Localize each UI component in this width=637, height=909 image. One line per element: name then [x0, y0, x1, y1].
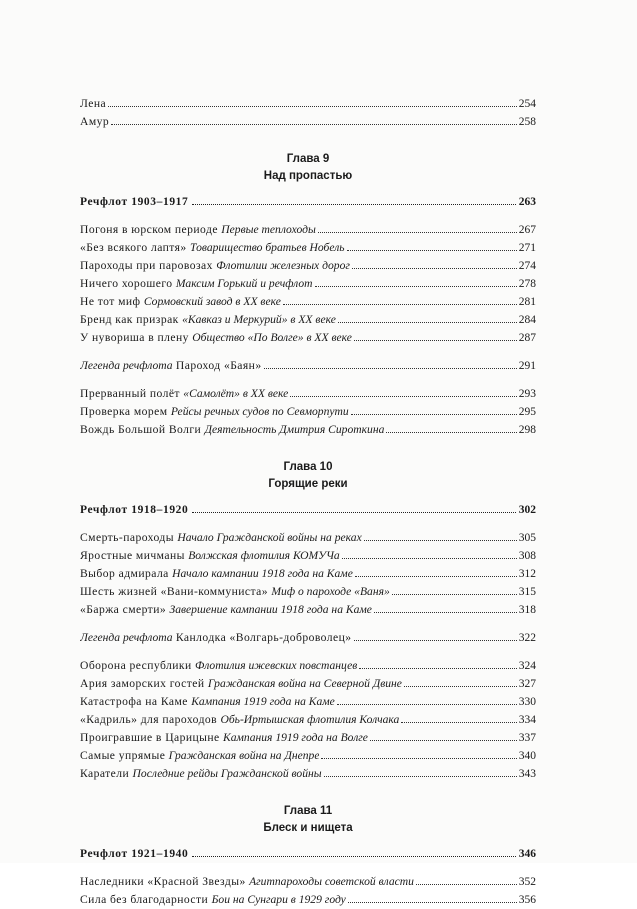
entry-main-title: Ничего хорошего: [80, 277, 173, 290]
dot-leader: [324, 776, 517, 777]
toc-entry[interactable]: [80, 357, 536, 375]
page-number: 258: [518, 116, 536, 128]
toc-entry[interactable]: [80, 583, 536, 601]
toc-entry[interactable]: [80, 257, 536, 275]
entry-title: [80, 873, 414, 891]
toc-entry[interactable]: [80, 547, 536, 565]
dot-leader: [342, 558, 517, 559]
entry-subtitle: Агитпароходы советской власти: [249, 875, 414, 888]
dot-leader: [351, 414, 517, 415]
dot-leader: [392, 594, 517, 595]
dot-leader: [355, 576, 517, 577]
page-number: 274: [518, 260, 536, 272]
toc-entry[interactable]: [80, 529, 536, 547]
page-number: 291: [518, 360, 536, 372]
entry-title: [80, 529, 362, 547]
entry-title: [80, 113, 109, 131]
page-number: 263: [518, 196, 536, 208]
page-number: 284: [518, 314, 536, 326]
entry-main-title: Прерванный полёт: [80, 387, 180, 400]
entry-title: [80, 711, 399, 729]
page-number: 334: [518, 714, 536, 726]
entry-title: [80, 601, 372, 619]
entry-main-title: У нувориша в плену: [80, 331, 189, 344]
entry-subtitle: Легенда речфлота: [80, 359, 173, 372]
page-number: 308: [518, 550, 536, 562]
entry-title: [80, 547, 340, 565]
toc-entry[interactable]: [80, 765, 536, 783]
toc-entry[interactable]: [80, 565, 536, 583]
entry-title: [80, 293, 281, 311]
entry-title: [80, 765, 322, 783]
chapter-number: Глава 10: [283, 461, 333, 473]
page-number: 352: [518, 876, 536, 888]
toc-entry[interactable]: [80, 747, 536, 765]
toc-entry[interactable]: [80, 385, 536, 403]
entry-subtitle: Кампания 1919 года на Волге: [223, 731, 368, 744]
spacer: [80, 211, 536, 221]
section-title: Речфлот 1918–1920: [80, 504, 189, 516]
page-number: 302: [518, 504, 536, 516]
entry-main-title: «Баржа смерти»: [80, 603, 167, 616]
section-title: Речфлот 1921–1940: [80, 848, 189, 860]
toc-entry[interactable]: [80, 873, 536, 891]
spacer: [80, 619, 536, 629]
entry-main-title: Катастрофа на Каме: [80, 695, 188, 708]
entry-main-title: Канлодка «Волгарь-доброволец»: [175, 631, 352, 644]
entry-subtitle: Максим Горький и речфлот: [175, 277, 313, 290]
table-of-contents: [80, 95, 536, 909]
dot-leader: [404, 686, 517, 687]
toc-entry[interactable]: [80, 601, 536, 619]
toc-entry[interactable]: [80, 239, 536, 257]
toc-entry[interactable]: [80, 275, 536, 293]
spacer: [80, 347, 536, 357]
page-number: 330: [518, 696, 536, 708]
entry-main-title: Пароходы при паровозах: [80, 259, 213, 272]
entry-title: [80, 257, 350, 275]
entry-main-title: Проигравшие в Царицыне: [80, 731, 220, 744]
entry-main-title: Вождь Большой Волги: [80, 423, 202, 436]
toc-entry[interactable]: [80, 711, 536, 729]
chapter-number: Глава 9: [286, 153, 330, 165]
entry-main-title: Оборона республики: [80, 659, 192, 672]
dot-leader: [370, 740, 517, 741]
dot-leader: [374, 612, 517, 613]
entry-subtitle: Обь-Иртышская флотилия Колчака: [220, 713, 400, 726]
toc-entry[interactable]: [80, 657, 536, 675]
dot-leader: [290, 396, 516, 397]
entry-title: [80, 329, 352, 347]
page-number: 287: [518, 332, 536, 344]
page-number: 293: [518, 388, 536, 400]
entry-title: [80, 221, 316, 239]
entry-main-title: Погоня в юрском периоде: [80, 223, 218, 236]
entry-title: [80, 239, 345, 257]
toc-entry[interactable]: [80, 113, 536, 131]
page-number: 318: [518, 604, 536, 616]
dot-leader: [347, 250, 517, 251]
entry-subtitle: «Кавказ и Меркурий» в XX веке: [182, 313, 336, 326]
entry-main-title: Проверка морем: [80, 405, 168, 418]
dot-leader: [348, 902, 517, 903]
entry-title: [80, 629, 352, 647]
toc-entry[interactable]: [80, 329, 536, 347]
page-number: 271: [518, 242, 536, 254]
page-number: 315: [518, 586, 536, 598]
page-number: 337: [518, 732, 536, 744]
entry-subtitle: «Самолёт» в XX веке: [183, 387, 289, 400]
entry-subtitle: Гражданская война на Северной Двине: [207, 677, 402, 690]
entry-title: [80, 675, 402, 693]
page-number: 312: [518, 568, 536, 580]
chapter-title: Горящие реки: [268, 478, 348, 490]
chapter-title: Над пропастью: [263, 170, 353, 182]
dot-leader: [108, 106, 517, 107]
dot-leader: [264, 368, 517, 369]
dot-leader: [283, 304, 517, 305]
entry-main-title: Лена: [80, 97, 107, 110]
dot-leader: [318, 232, 517, 233]
dot-leader: [192, 512, 515, 513]
entry-title: [80, 403, 349, 421]
entry-main-title: «Кадриль» для пароходов: [80, 713, 218, 726]
dot-leader: [111, 124, 517, 125]
toc-entry[interactable]: [80, 629, 536, 647]
entry-subtitle: Бои на Сунгари в 1929 году: [211, 893, 346, 906]
page-number: 340: [518, 750, 536, 762]
page-number: 324: [518, 660, 536, 672]
entry-subtitle: Первые теплоходы: [221, 223, 316, 236]
entry-subtitle: Сормовский завод в XX веке: [143, 295, 281, 308]
dot-leader: [416, 884, 517, 885]
entry-subtitle: Флотилия ижевских повстанцев: [195, 659, 358, 672]
dot-leader: [364, 540, 517, 541]
entry-main-title: Смерть-пароходы: [80, 531, 174, 544]
page-number: 327: [518, 678, 536, 690]
spacer: [80, 783, 536, 803]
toc-entry[interactable]: [80, 403, 536, 421]
entry-title: [80, 565, 353, 583]
entry-main-title: Не тот миф: [80, 295, 141, 308]
entry-main-title: Каратели: [80, 767, 130, 780]
spacer: [80, 439, 536, 459]
entry-main-title: Ария заморских гостей: [80, 677, 205, 690]
page-number: 295: [518, 406, 536, 418]
dot-leader: [354, 340, 517, 341]
entry-main-title: Сила без благодарности: [80, 893, 209, 906]
toc-entry[interactable]: [80, 675, 536, 693]
toc-entry[interactable]: [80, 693, 536, 711]
entry-title: [80, 891, 346, 909]
entry-subtitle: Рейсы речных судов по Севморпути: [170, 405, 349, 418]
entry-main-title: Пароход «Баян»: [175, 359, 262, 372]
entry-subtitle: Начало кампании 1918 года на Каме: [172, 567, 353, 580]
page-number: 281: [518, 296, 536, 308]
page-number: 267: [518, 224, 536, 236]
page-number: 254: [518, 98, 536, 110]
page-number: 322: [518, 632, 536, 644]
entry-subtitle: Легенда речфлота: [80, 631, 173, 644]
dot-leader: [352, 268, 517, 269]
entry-title: [80, 275, 313, 293]
page-number: 305: [518, 532, 536, 544]
entry-main-title: Шесть жизней «Вани-коммуниста»: [80, 585, 269, 598]
entry-title: [80, 583, 390, 601]
dot-leader: [354, 640, 517, 641]
spacer: [80, 647, 536, 657]
entry-subtitle: Гражданская война на Днепре: [168, 749, 320, 762]
entry-title: [80, 95, 106, 113]
toc-entry[interactable]: [80, 95, 536, 113]
dot-leader: [386, 432, 516, 433]
entry-subtitle: Товарищество братьев Нобель: [190, 241, 345, 254]
toc-entry[interactable]: [80, 891, 536, 909]
page-number: 346: [518, 848, 536, 860]
spacer: [80, 131, 536, 151]
spacer: [80, 185, 536, 193]
spacer: [80, 519, 536, 529]
section-title: Речфлот 1903–1917: [80, 196, 189, 208]
dot-leader: [321, 758, 516, 759]
entry-subtitle: Начало Гражданской войны на реках: [177, 531, 362, 544]
section-heading[interactable]: [80, 845, 536, 863]
entry-main-title: Наследники «Красной Звезды»: [80, 875, 246, 888]
entry-main-title: Бренд как призрак: [80, 313, 179, 326]
entry-subtitle: Общество «По Волге» в XX веке: [192, 331, 352, 344]
entry-main-title: Выбор адмирала: [80, 567, 169, 580]
toc-entry[interactable]: [80, 293, 536, 311]
spacer: [80, 375, 536, 385]
entry-main-title: Яростные мичманы: [80, 549, 185, 562]
entry-main-title: «Без всякого лаптя»: [80, 241, 187, 254]
dot-leader: [337, 704, 517, 705]
entry-main-title: Самые упрямые: [80, 749, 166, 762]
entry-subtitle: Волжская флотилия КОМУЧа: [188, 549, 340, 562]
dot-leader: [401, 722, 516, 723]
entry-subtitle: Флотилии железных дорог: [216, 259, 350, 272]
entry-subtitle: Завершение кампании 1918 года на Каме: [169, 603, 372, 616]
chapter-title: Блеск и нищета: [263, 822, 353, 834]
entry-main-title: Амур: [80, 115, 110, 128]
toc-entry[interactable]: [80, 421, 536, 439]
entry-title: [80, 357, 262, 375]
entry-title: [80, 747, 319, 765]
page-number: 278: [518, 278, 536, 290]
dot-leader: [192, 856, 515, 857]
page-number: 298: [518, 424, 536, 436]
spacer: [80, 837, 536, 845]
entry-title: [80, 421, 384, 439]
entry-subtitle: Кампания 1919 года на Каме: [191, 695, 335, 708]
toc-entry[interactable]: [80, 221, 536, 239]
entry-title: [80, 385, 288, 403]
toc-entry[interactable]: [80, 729, 536, 747]
section-heading[interactable]: [80, 501, 536, 519]
entry-subtitle: Деятельность Дмитрия Сироткина: [204, 423, 385, 436]
toc-entry[interactable]: [80, 311, 536, 329]
spacer: [80, 863, 536, 873]
page-number: 356: [518, 894, 536, 906]
entry-title: [80, 729, 368, 747]
dot-leader: [359, 668, 516, 669]
entry-subtitle: Миф о пароходе «Ваня»: [271, 585, 390, 598]
chapter-number: Глава 11: [283, 805, 333, 817]
spacer: [80, 493, 536, 501]
page-number: 343: [518, 768, 536, 780]
entry-title: [80, 311, 336, 329]
entry-title: [80, 657, 357, 675]
dot-leader: [315, 286, 517, 287]
entry-title: [80, 693, 335, 711]
dot-leader: [338, 322, 517, 323]
entry-subtitle: Последние рейды Гражданской войны: [132, 767, 322, 780]
section-heading[interactable]: [80, 193, 536, 211]
dot-leader: [192, 204, 515, 205]
